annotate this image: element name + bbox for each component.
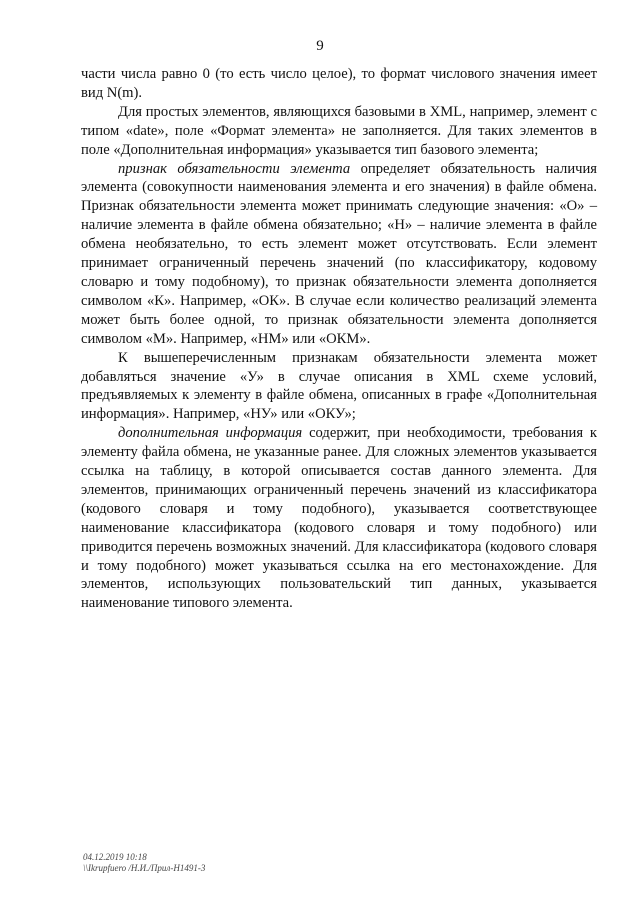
paragraph (81, 424, 597, 613)
paragraph-text: содержит, при необходимости, требования к элементу файла обмена, не указанные ранее. Для сложных элементов указывается ссылка на таблицу, в которой описывается состав данного элемента. Для элементов, принимающих ограниченный перечень значений из классификатора (кодового словаря и тому подобного), указывается соответствующее наименование классификатора (кодового словаря и тому подобного) или приводится перечень возможных значений. Для классификатора (кодового словаря и тому подобного) может указываться ссылка на его местонахождение. Для элементов, использующих пользовательский тип данных, указывается наименование типового элемента. (81, 425, 597, 612)
footer-filepath: \\Ikrupfuero /Н.И./Прил-Н1491-3 (83, 863, 206, 873)
page-number: 9 (316, 38, 324, 54)
footer-timestamp: 04.12.2019 10:18 (83, 852, 147, 862)
term-italic: дополнительная информация (118, 425, 303, 442)
footer-stamp (83, 852, 205, 874)
term-italic: признак обязательности элемента (118, 160, 351, 177)
paragraph-text: определяет обязательность наличия элемента (совокупности наименования элемента и его значения) в файле обмена. Признак обязательности элемента может принимать следующие значения: «О» – наличие элемента в файле обмена обязательно; «Н» – наличие элемента в файле обмена необязательно, то есть элемент может отсутствовать. Если элемент принимает ограниченный перечень значений (по классификатору, кодовому словарю и тому подобному), то признак обязательности элемента дополняется символом «К». Например, «ОК». В случае если количество реализаций элемента может быть более одной, то признак обязательности элемента дополняется символом «М». Например, «НМ» или «ОКМ». (81, 160, 597, 347)
paragraph (81, 160, 597, 349)
paragraph-text: Для простых элементов, являющихся базовыми в XML, например, элемент с типом «date», поле «Формат элемента» не заполняется. Для таких элементов в поле «Дополнительная информация» указывается тип базового элемента; (81, 103, 597, 158)
body-text (81, 65, 597, 613)
paragraph (81, 103, 597, 160)
paragraph (81, 65, 597, 103)
paragraph (81, 349, 597, 425)
paragraph-text: части числа равно 0 (то есть число целое), то формат числового значения имеет вид N(m). (81, 66, 597, 101)
paragraph-text: К вышеперечисленным признакам обязательности элемента может добавляться значение «У» в случае описания в XML схеме условий, предъявляемых к элементу в файле обмена, описанных в графе «Дополнительная информация». Например, «НУ» или «ОКУ»; (81, 349, 597, 423)
